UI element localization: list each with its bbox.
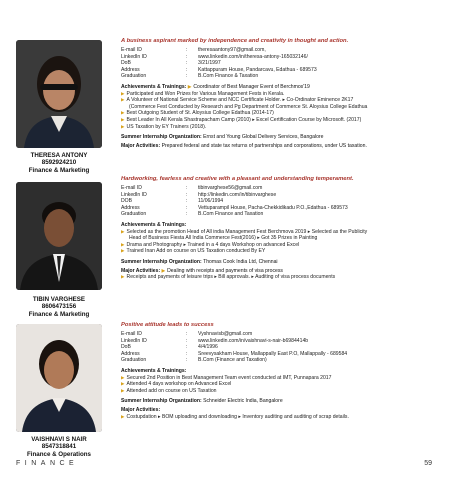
info-row: DOB : 11/06/1994	[121, 198, 441, 205]
info-value: 4/4/1996	[198, 344, 218, 351]
profile-photo	[16, 182, 102, 290]
bullet-arrow-icon: ▶	[121, 116, 125, 122]
achievement-text: Participated and Won Prizes for Various Management Fests in Kerala.	[126, 90, 285, 97]
info-value: B.Com Finance and Taxation	[198, 211, 264, 218]
major-activities-label: Major Activities:	[121, 267, 161, 274]
info-row: LinkedIn ID : http://linkedin.com/in/tibinvarghese	[121, 192, 441, 199]
bullet-arrow-icon: ▶	[121, 123, 125, 129]
profile-tagline: Hardworking, fearless and creative with a pleasant and understanding temperament.	[121, 176, 354, 182]
internship-line	[121, 259, 441, 266]
achievement-text: Attended add on course on US Taxation	[126, 387, 217, 394]
internship-line	[121, 398, 441, 405]
profile-details	[121, 176, 441, 281]
achievement-text: (Commerce Fest Conducted by Research and Pg Department of Commerce St. Aloysius College Edathua	[129, 103, 368, 110]
info-key: LinkedIn ID	[121, 53, 147, 60]
achievements-heading: Achievements & Trainings:	[121, 221, 187, 228]
bullet-arrow-icon: ▶	[121, 374, 125, 380]
achievement-item	[121, 381, 441, 388]
info-key: DoB	[121, 344, 131, 351]
major-activity-text: Costupdation ▸ BOM uploading and downloading ▸ Inventory auditing and auditing of scrap details.	[126, 413, 349, 420]
info-key: Address	[121, 66, 140, 73]
profile-photo	[16, 40, 102, 148]
achievement-text: US Taxation by EY Trainers (2018).	[126, 123, 207, 130]
major-activities-label: Major Activities:	[121, 142, 161, 149]
achievement-text: Trained Inan Add on course on US Taxation conducted By EY	[126, 248, 266, 255]
achievement-item	[121, 124, 441, 131]
footer-section-label: FINANCE	[16, 460, 79, 467]
major-activities-value: Prepared federal and state tax returns of partnerships and corporations, under US taxation.	[161, 142, 367, 149]
info-value: theresaantony97@gmail.com,	[198, 47, 266, 53]
major-activity-item	[121, 274, 441, 281]
info-row: Graduation : B.Com (Finance and Taxation)	[121, 357, 441, 364]
profile-name: THERESA ANTONY	[30, 152, 88, 159]
profile-name: TIBIN VARGHESE	[32, 296, 86, 303]
bullet-arrow-icon: ▶	[121, 248, 125, 254]
info-value: tibinvarghese56@gmail.com	[198, 185, 263, 191]
achievement-item	[121, 91, 441, 98]
info-row: Address : Vettuparampil House, Pacha-Chekkidikadu P.O.,Edathua - 689573	[121, 205, 441, 212]
info-row: DoB : 3/21/1997	[121, 60, 441, 67]
bullet-arrow-icon: ▶	[187, 83, 192, 89]
bullet-arrow-icon: ▶	[121, 228, 125, 234]
info-key: DOB	[121, 198, 133, 205]
info-row: Graduation : B.Com Finance and Taxation	[121, 211, 441, 218]
profile-tagline: A business aspirant marked by independence and creativity in thought and action.	[121, 38, 349, 44]
achievement-item	[121, 235, 441, 242]
info-key: Graduation	[121, 357, 147, 364]
info-key: DoB	[121, 60, 131, 67]
internship-value: Schneider Electric India, Bangalore	[203, 398, 283, 405]
info-key: LinkedIn ID	[121, 337, 147, 344]
info-row: DoB : 4/4/1996	[121, 344, 441, 351]
profile-details	[121, 38, 441, 149]
info-value: B.Com Finance & Taxation	[198, 73, 259, 80]
info-key: E-mail ID	[121, 185, 142, 191]
profile-name-block	[4, 436, 114, 458]
major-activity-text: Receipts and payments of leisure trips ▸ Bill approvals. ▸ Auditing of visa process documents	[126, 274, 336, 281]
profile-dept: Finance & Marketing	[28, 166, 90, 174]
internship-value: Thomas Cook India Ltd, Chennai	[203, 258, 278, 265]
profile-dept: Finance & Marketing	[28, 310, 90, 318]
achievement-text: Selected as the promotion Head of All india Management Fest Berchmova 2019 ▸ Selected as the Publicity	[126, 228, 368, 235]
achievement-text: Secured 2nd Position in Best Management Team event conducted at IMT, Punnapara 2017	[126, 374, 332, 381]
profile-tagline: Positive attitude leads to success	[121, 322, 214, 328]
profile-name-block	[4, 296, 114, 318]
info-value: www.linkedin.com/in/theresa-antony-165032146/	[198, 53, 308, 60]
info-value: Kattappuram House, Pandarcavu, Edathua - 689573	[198, 66, 317, 73]
achievement-item	[121, 375, 441, 382]
info-value: Vyshnavisb@gmail.com	[198, 331, 253, 337]
page-number: 59	[424, 460, 432, 467]
bullet-arrow-icon: ▶	[121, 274, 125, 280]
bullet-arrow-icon: ▶	[121, 241, 125, 247]
bullet-arrow-icon: ▶	[121, 413, 125, 419]
achievement-item	[121, 117, 441, 124]
major-activities-line	[121, 143, 441, 150]
achievement-item	[121, 229, 441, 236]
achievements-heading: Achievements & Trainings:	[121, 367, 187, 374]
profile-name: VAISHNAVI S NAIR	[31, 436, 87, 443]
bullet-arrow-icon: ▶	[161, 267, 166, 273]
info-value: Sreevysakham House, Mallappally East P.O, Mallappally - 689584	[198, 350, 348, 357]
info-key: E-mail ID	[121, 47, 142, 53]
info-key: Graduation	[121, 73, 147, 80]
info-row: E-mail ID : tibinvarghese56@gmail.com	[121, 185, 441, 192]
info-row: Graduation : B.Com Finance & Taxation	[121, 73, 441, 80]
achievement-item	[121, 104, 441, 111]
achievement-item: Coordinator of Best Manager Event of Berchmos'19	[193, 83, 310, 90]
info-value: http://linkedin.com/in/tibinvarghese	[198, 191, 277, 198]
internship-value: Ernst and Young Global Delivery Services, Bangalore	[203, 134, 324, 141]
internship-label: Summer Internship Organization:	[121, 134, 202, 141]
info-row: E-mail ID : theresaantony97@gmail.com,	[121, 47, 441, 54]
achievement-item	[121, 248, 441, 255]
profile-photo	[16, 324, 102, 432]
info-row: Address : Kattappuram House, Pandarcavu, Edathua - 689573	[121, 67, 441, 74]
profile-dept: Finance & Operations	[27, 450, 91, 458]
profile-phone: 8592924210	[41, 159, 77, 167]
internship-line	[121, 134, 441, 141]
info-key: E-mail ID	[121, 331, 142, 337]
achievement-item	[121, 388, 441, 395]
info-row: LinkedIn ID : www.linkedin.com/in/vaishnavi-s-nair-b6984414b	[121, 338, 441, 345]
achievement-item	[121, 97, 441, 104]
info-row: LinkedIn ID : www.linkedin.com/in/theresa-antony-165032146/	[121, 54, 441, 61]
achievement-item	[121, 110, 441, 117]
info-key: LinkedIn ID	[121, 191, 147, 198]
internship-label: Summer Internship Organization:	[121, 258, 202, 265]
info-value: 3/21/1997	[198, 60, 221, 67]
profile-phone: 8606473156	[41, 303, 77, 311]
info-row: E-mail ID : Vyshnavisb@gmail.com	[121, 331, 441, 338]
achievement-text: Best Leader In All Kerala Shastrapacham Camp (2010) ▸ Excel Certification Course by Microsoft. (2017)	[126, 116, 362, 123]
info-value: 11/06/1994	[198, 198, 224, 205]
info-key: Graduation	[121, 211, 147, 218]
profile-details	[121, 322, 441, 420]
major-activities-value: Dealing with receipts and payments of visa process	[167, 267, 283, 274]
bullet-arrow-icon: ▶	[121, 110, 125, 116]
achievements-label: Achievements & Trainings:	[121, 83, 187, 90]
achievement-item	[121, 242, 441, 249]
bullet-arrow-icon: ▶	[121, 387, 125, 393]
info-value: Vettuparampil House, Pacha-Chekkidikadu P.O.,Edathua - 689573	[198, 204, 348, 211]
achievement-text: Best Outgoing Student of St. Aloysius College Edathua (2014-17)	[126, 110, 274, 117]
profile-name-block	[4, 152, 114, 174]
info-value: B.Com (Finance and Taxation)	[198, 357, 267, 364]
major-activities-line	[121, 268, 441, 275]
achievement-text: A Volunteer of National Service Scheme and NCC Certificate Holder. ▸ Co-Ordinator Eminence 2K17	[126, 97, 354, 104]
achievements-heading	[121, 84, 441, 91]
achievement-text: Drama and Photography ▸ Trained in a 4 days Workshop on advanced Excel	[126, 241, 300, 248]
info-key: Address	[121, 350, 140, 357]
bullet-arrow-icon: ▶	[121, 90, 125, 96]
achievement-text: Attended 4 days workshop on Advanced Excel	[126, 381, 232, 388]
internship-label: Summer Internship Organization:	[121, 398, 202, 405]
info-row: Address : Sreevysakham House, Mallappally East P.O, Mallappally - 689584	[121, 351, 441, 358]
major-activities-heading: Major Activities:	[121, 406, 161, 413]
info-key: Address	[121, 204, 140, 211]
achievement-text: Head of Business Fiesta All India Commerce Fest(2016) ▸ Got 35 Prizes in Painting	[129, 235, 318, 242]
info-value: www.linkedin.com/in/vaishnavi-s-nair-b6984414b	[198, 337, 309, 344]
major-activity-item	[121, 414, 441, 421]
bullet-arrow-icon: ▶	[121, 97, 125, 103]
bullet-arrow-icon: ▶	[121, 381, 125, 387]
profile-phone: 8547318841	[41, 443, 77, 451]
